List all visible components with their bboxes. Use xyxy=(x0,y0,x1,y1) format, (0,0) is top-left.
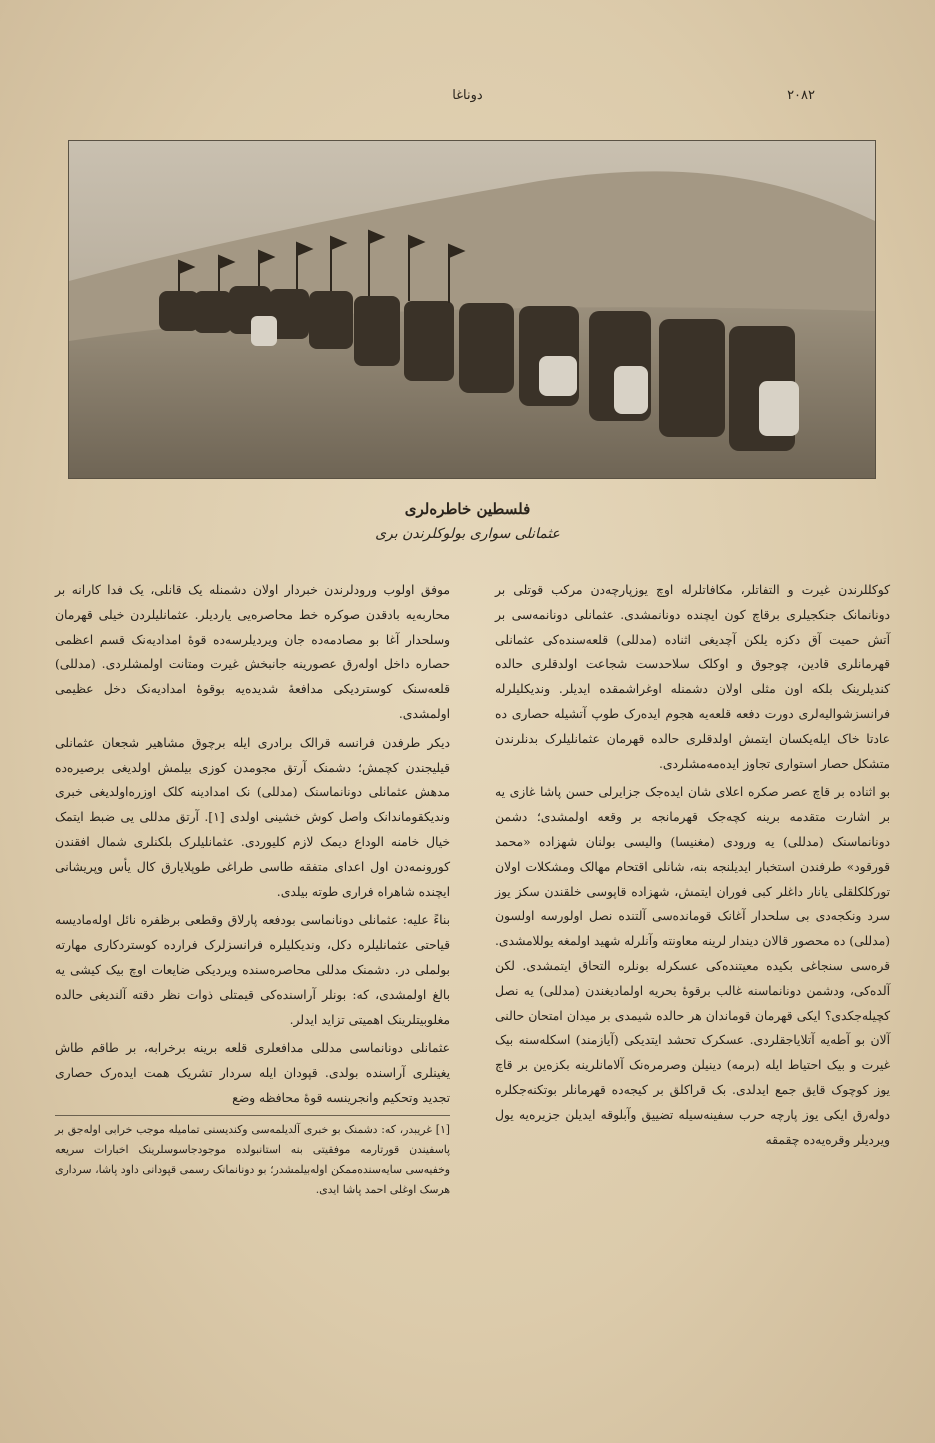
page-header xyxy=(120,88,815,114)
paragraph: کوکللرندن غیرت و التفاتلر، مکافاتلرلە اوچ یوزپارچەدن مرکب قوتلی بر دونانمانک جنکجیلری برقاچ کون ایچندە دونانمشدی. عثمانلی دونانمەسی بر آتش حمیت آق دکزە یلکن آچدیغی اثنادە (مدللی) قلعەسندەکی عثمانلی قهرمانلری قادین، چوجوق و اوکلک سلاحدست شجاعت اولدقلری حالدە کندیلرینک بلکە اون مثلی اولان دشمنلە اوغراشمقدە ایدیلر. وندیکلیلرلە فرانسزشوالیەلری دورت دفعە قلعەیە هجوم ایدەرک طوپ آتشیلە حصاری دە عادتا خاک ایلەیکسان ایتمش اولدقلری حالدە قهرمان عثمانلیلرک بدنلرندن متشکل حصار استواری تجاوز ایدەمەمشلردی. xyxy=(495,583,890,771)
paragraph: بو اثنادە بر قاچ عصر صکرە اعلای شان ایدەجک جزایرلی حسن پاشا غازی یە بر اشارت متقدمە برینە کچەجک قهرمانجە بر وقعە اولمشدی؛ دشمن دونانماسنک (مدللی) یە ورودی (مغنیسا) والیسی بولنان شهزادە «محمد قورقود» طرفندن استخبار ایدیلنجە بنە، شانلی اقتحام مهالک ومشکلات اولان تورکلکلقلی یانار داغلر کبی فوران ایتمش، شهزادە قاپوسی خلقندن سکز یوز سرد ونکجەدی بی سلحدار آغانک قوماندەسی آلتندە نصل اولورسە اولسون (مدللی) دە محصور قالان دیندار لرینە معاونتە وآنلرلە شهید اولمغە یوللامشدی. قرەسی سنجاغی بکیدە معیتندەکی عسکرلە بونلرە التحاق ایتمشدی. لکن آلدەکی، ودشمن دونانماسنە غالب برقوۀ بحریە اولمادیغندن (مدللی) یە نصل کچیلەجکدی؟ ایکی قهرمان قوماندان هر حالدە شیمدی بر میدان امتحان حالنی آلان بو آطەیە آتلایاجقلردی. عسکرک تحشد ایتدیکی (آیازمند) اسکلەسنە بیک غیرت و بیک احتیاط ایلە (برمە) دینیلن وصرمرەنک آلامانلرینە بکزەین بر قاچ یوز کوچوک قایق جمع ایدلدی. بک قراکلق بر کیجەدە قهرمانلر بوتکنەجکلرە دولەرق ایکی یوز پارچە حرب سفینەسیلە تضییق وآبلوقە ایدیلن جزیرەیە یول ویردیلر وقرەیەدە چقمقە xyxy=(495,785,890,1147)
right-text-column xyxy=(495,578,890,1156)
page-number: ٢٠٨٢ xyxy=(787,88,815,103)
footnote: [١] غریبدر، کە: دشمنک بو خبری آلدیلمەسی وکندیسنی تمامیلە موجب خرابی اولەجق بر پاسفیندن قورتارمە موفقیتی بنە استانبولدە موجودجاسوسلرینک اخبارات سریعە وخفیەسی سایەسندەممکن اولەبیلمشدر؛ بو دونانمانک رسمی قپودانی داود پاشا، سرداری هرسک اوغلی احمد پاشا ایدی. xyxy=(55,1115,450,1200)
photo-caption xyxy=(0,500,935,542)
photo-illustration xyxy=(69,141,875,478)
caption-subtitle: عثمانلی سواری بولوکلرندن بری xyxy=(375,526,560,542)
paragraph: موفق اولوب ورودلرندن خبردار اولان دشمنلە یک قانلی، یک فدا کارانە بر محاربەیە بادقدن صوکرە خط محاصرەیی یاردیلر. عثمانلیلردن خیلی قهرمان وسلحدار آغا بو مصادمەدە جان ویردیلرسەدە قوۀ امدادیەنک قسم اعظمی حصارە داخل اولەرق عصورینە جانبخش غیرت ومتانت اولمشلردی. (مدللی) قلعەسنک کوستردیکی مدافعۀ شدیدەیە بوقوۀ امدادیەنک دخل عظیمی اولمشدی. xyxy=(55,583,450,721)
paragraph: دیکر طرفدن فرانسە قرالک برادری ایلە برچوق مشاهیر شجعان عثمانلی قیلیجندن کچمش؛ دشمنک آرتق مجومدن کوزی بیلمش اولدیغی برصیرەدە مدهش عثمانلی دونانماسنک (مدللی) نک امدادینە کلک اوزرەاولدیغی خبری وندیکقوماندانک واصل کوش خشینی اولدی [١]. آرتق مدللی یی ضبط ایتمک خیال خامنە الوداع دیمک لازم کلیوردی. عثمانلیلرک بلکنلری شمال افقندن کورونمەدن اول اعدای متفقە طاسی طراغی طوپلایارق کال یأس وپریشانی ایچندە شاهراه فراری طوتە بیلدی. xyxy=(55,735,450,899)
paragraph: عثمانلی دونانماسی مدللی مدافعلری قلعە برینە برخرابە، بر طاقم طاش یغینلری آراسندە بولدی. قپودان ایلە سردار تشریک همت ایدەرک حصاری تجدید وتحکیم وانجرینسە قوۀ محافظە وضع xyxy=(55,1041,450,1105)
cavalry-photograph xyxy=(68,140,876,479)
paragraph: بناءً علیە: عثمانلی دونانماسی بودفعە پارلاق وقطعی برظفرە نائل اولەمادیسە قیاحتی عثمانلیلرە دکل، وندیکلیلرە فرانسزلرک فراردە کوستردکاری مهارتە بولملی در. دشمنک مدللی محاصرەسندە ویردیکی ضایعات اوچ بیک کیشی یە بالغ اولمشدی، کە: بونلر آراسندەکی قیمتلی ذوات نظر دقتە آلندیغی حالدە مغلوبیتلرینک اهمیتی تزاید ایدلر. xyxy=(55,913,450,1027)
left-text-column xyxy=(55,578,450,1200)
caption-title: فلسطين خاطرەلری xyxy=(404,500,531,518)
running-title: دوناغا xyxy=(452,88,483,103)
